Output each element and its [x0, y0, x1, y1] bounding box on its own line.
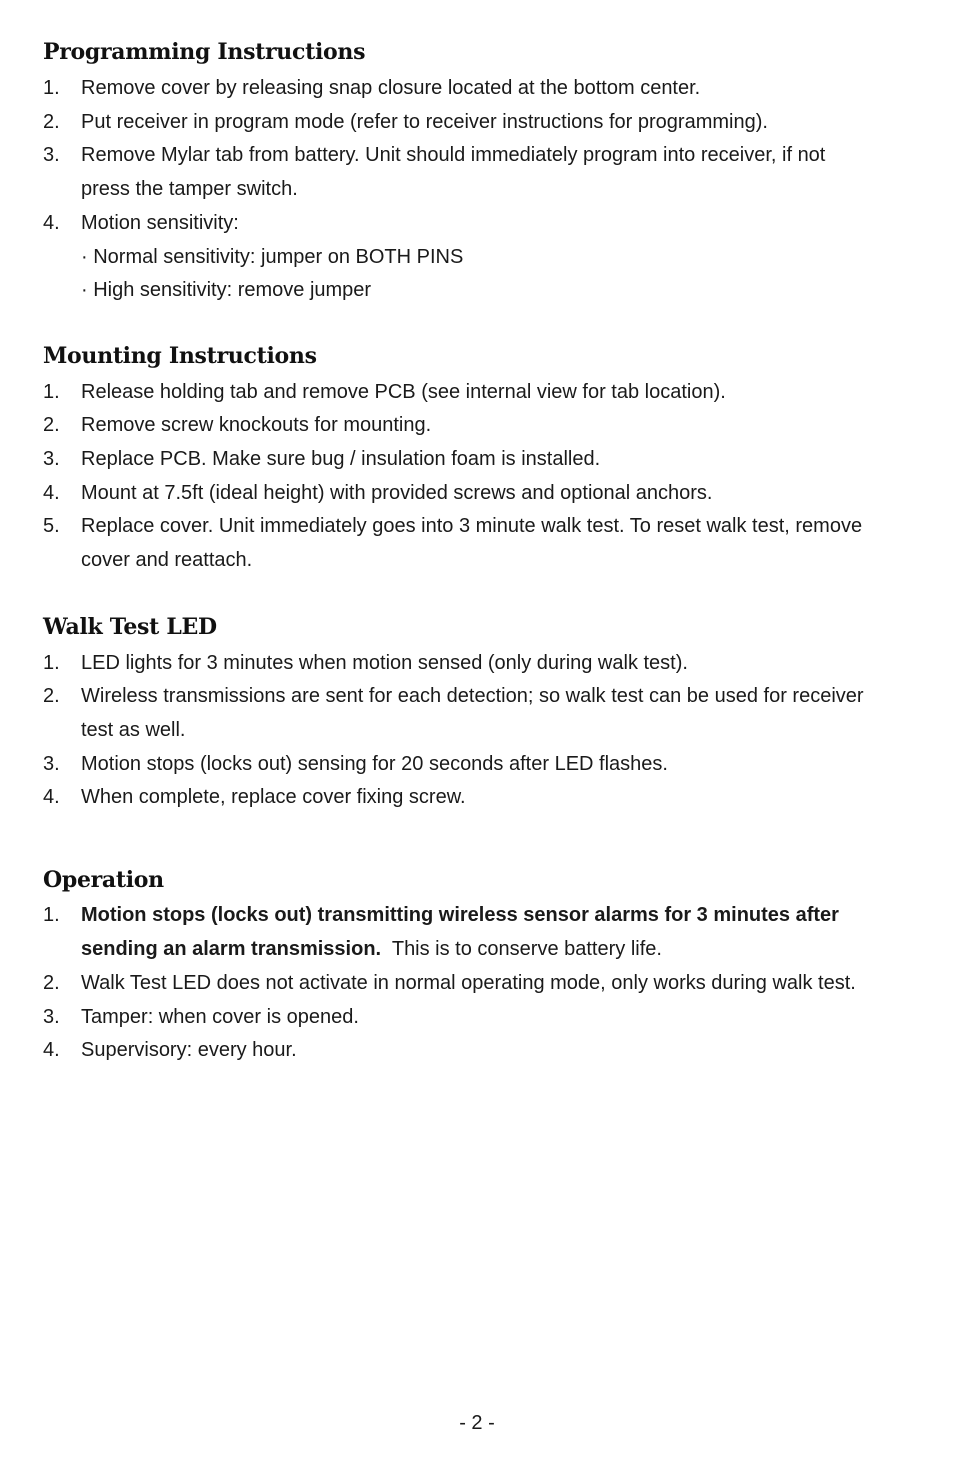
list-number: 2. — [43, 685, 60, 707]
list-text-bold — [81, 903, 839, 927]
list-number: 4. — [43, 786, 60, 808]
list-text: Tamper: when cover is opened. — [81, 1006, 359, 1028]
section-heading-operation: Operation — [43, 867, 164, 893]
list-number: 3. — [43, 448, 60, 470]
list-text: Put receiver in program mode (refer to receiver instructions for programming). — [81, 111, 768, 133]
list-number: 2. — [43, 111, 60, 133]
list-text: Wireless transmissions are sent for each detection; so walk test can be used for receiver — [81, 685, 864, 707]
list-text: test as well. — [81, 719, 186, 741]
list-text: cover and reattach. — [81, 549, 253, 571]
list-text: Replace PCB. Make sure bug / insulation foam is installed. — [81, 448, 601, 470]
list-number: 4. — [43, 482, 60, 504]
list-text: Remove screw knockouts for mounting. — [81, 414, 432, 436]
list-number: 3. — [43, 144, 60, 166]
list-number: 1. — [43, 77, 60, 99]
list-text: Release holding tab and remove PCB (see internal view for tab location). — [81, 381, 726, 403]
bold-text: Motion stops (locks out) transmitting wireless sensor alarms for 3 minutes after — [81, 904, 839, 926]
list-text: When complete, replace cover fixing screw. — [81, 786, 466, 808]
list-text: Motion sensitivity: — [81, 212, 239, 234]
list-text: Replace cover. Unit immediately goes into 3 minute walk test. To reset walk test, remove — [81, 515, 863, 537]
list-text: LED lights for 3 minutes when motion sensed (only during walk test). — [81, 652, 688, 674]
list-text: Remove cover by releasing snap closure located at the bottom center. — [81, 77, 701, 99]
list-text — [81, 937, 662, 961]
list-number: 3. — [43, 753, 60, 775]
list-number: 4. — [43, 212, 60, 234]
list-number: 1. — [43, 652, 60, 674]
sub-item-text: · Normal sensitivity: jumper on BOTH PINS — [81, 246, 464, 268]
list-number: 1. — [43, 381, 60, 403]
list-number: 2. — [43, 414, 60, 436]
bold-text: sending an alarm transmission. — [81, 938, 382, 960]
list-text: press the tamper switch. — [81, 178, 298, 200]
section-heading-walk-test: Walk Test LED — [43, 614, 217, 640]
list-number: 4. — [43, 1039, 60, 1061]
section-heading-programming: Programming Instructions — [43, 39, 366, 65]
list-number: 3. — [43, 1006, 60, 1028]
page-number: - 2 - — [459, 1412, 495, 1434]
section-heading-mounting: Mounting Instructions — [43, 343, 317, 369]
list-text: Motion stops (locks out) sensing for 20 seconds after LED flashes. — [81, 753, 668, 775]
list-number: 5. — [43, 515, 60, 537]
regular-text: This is to conserve battery life. — [381, 938, 662, 960]
list-text: Remove Mylar tab from battery. Unit should immediately program into receiver, if not — [81, 144, 826, 166]
list-number: 2. — [43, 972, 60, 994]
list-text: Mount at 7.5ft (ideal height) with provided screws and optional anchors. — [81, 482, 713, 504]
list-number: 1. — [43, 904, 60, 926]
list-text: Walk Test LED does not activate in normal operating mode, only works during walk test. — [81, 972, 856, 994]
list-text: Supervisory: every hour. — [81, 1039, 297, 1061]
sub-item-text: · High sensitivity: remove jumper — [81, 279, 372, 301]
